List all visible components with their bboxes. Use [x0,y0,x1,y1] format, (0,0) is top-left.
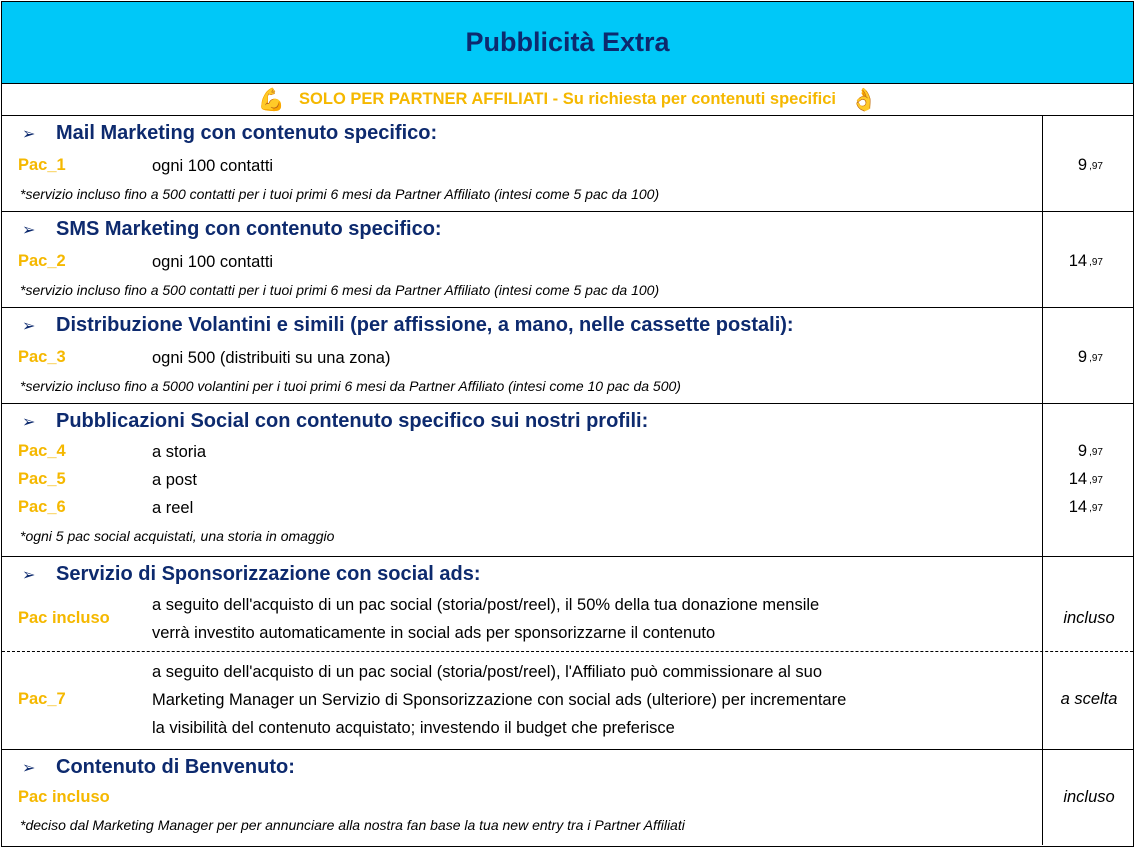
pac-price: 9 $^{,97}$ [1077,348,1103,366]
pac-description: ogni 100 contatti [152,253,274,271]
section-welcome-content [2,750,1133,845]
pac-label: Pac incluso [18,788,110,806]
section-heading: ➢ SMS Marketing con contenuto specifico: [22,218,442,240]
section-social-publications [2,404,1133,557]
arrow-bullet-icon: ➢ [22,221,36,239]
pac-price-label: incluso [1063,609,1115,627]
arrow-bullet-icon: ➢ [22,759,36,777]
pac-label: Pac_2 [18,252,66,270]
section-heading: ➢ Servizio di Sponsorizzazione con social ads: [22,563,481,585]
pac-label: Pac incluso [18,609,110,627]
row-divider [2,651,1133,652]
price-sheet [1,1,1134,847]
section-note: *deciso dal Marketing Manager per per annunciare alla nostra fan base la tua new entry tra i Partner Affiliati [20,817,685,833]
section-sms-marketing [2,212,1133,308]
section-flyer-distribution [2,308,1133,404]
section-heading: ➢ Mail Marketing con contenuto specifico: [22,122,438,144]
pac-price: 9 $^{,97}$ [1077,156,1103,174]
arrow-bullet-icon: ➢ [22,317,36,335]
pac-description: a seguito dell'acquisto di un pac social (storia/post/reel), l'Affiliato può commissionare al suo Marketing Manager un Servizio di Sponsorizzazione con social ads (ulteriore) per incrementare la visibilità del contenuto acquistato; investendo il budget che preferisce [152,663,847,737]
pac-description: a storia [152,443,207,461]
section-heading: ➢ Distribuzione Volantini e simili (per affissione, a mano, nelle cassette postali): [22,314,794,336]
section-heading: ➢ Pubblicazioni Social con contenuto specifico sui nostri profili: [22,410,649,432]
pac-label: Pac_5 [18,470,66,488]
pac-description: ogni 100 contatti [152,157,274,175]
section-note: *servizio incluso fino a 5000 volantini per i tuoi primi 6 mesi da Partner Affiliato (intesi come 10 pac da 500) [20,378,681,394]
title-bar [2,2,1133,84]
flexed-biceps-icon: 💪 [257,86,286,112]
arrow-bullet-icon: ➢ [22,413,36,431]
pac-description: a seguito dell'acquisto di un pac social (storia/post/reel), il 50% della tua donazione mensile verrà investito automaticamente in social ads per sponsorizzarne il contenuto [152,596,820,642]
pac-price: 14 $^{,97}$ [1068,470,1103,488]
section-sponsorship [2,557,1133,750]
pac-description: a reel [152,499,194,517]
pac-label: Pac_6 [18,498,66,516]
arrow-bullet-icon: ➢ [22,125,36,143]
pac-price-label: incluso [1063,788,1115,806]
pac-label: Pac_7 [18,690,66,708]
section-heading: ➢ Contenuto di Benvenuto: [22,756,295,778]
pac-label: Pac_4 [18,442,66,460]
section-note: *ogni 5 pac social acquistati, una storia in omaggio [20,528,335,544]
pac-price-label: a scelta [1060,690,1118,708]
banner-text: SOLO PER PARTNER AFFILIATI - Su richiesta per contenuti specifici [299,90,836,108]
pac-price: 9 $^{,97}$ [1077,442,1103,460]
pac-price: 14 $^{,97}$ [1068,498,1103,516]
pac-label: Pac_1 [18,156,66,174]
pac-description: a post [152,471,197,489]
page-title: Pubblicità Extra [465,27,670,57]
pac-description: ogni 500 (distribuiti su una zona) [152,349,391,367]
arrow-bullet-icon: ➢ [22,566,36,584]
pac-price: 14 $^{,97}$ [1068,252,1103,270]
pac-label: Pac_3 [18,348,66,366]
ok-hand-icon: 👌 [849,86,878,112]
partner-banner [2,84,1133,116]
section-note: *servizio incluso fino a 500 contatti per i tuoi primi 6 mesi da Partner Affiliato (intesi come 5 pac da 100) [20,186,660,202]
section-mail-marketing [2,116,1133,212]
section-note: *servizio incluso fino a 500 contatti per i tuoi primi 6 mesi da Partner Affiliato (intesi come 5 pac da 100) [20,282,660,298]
